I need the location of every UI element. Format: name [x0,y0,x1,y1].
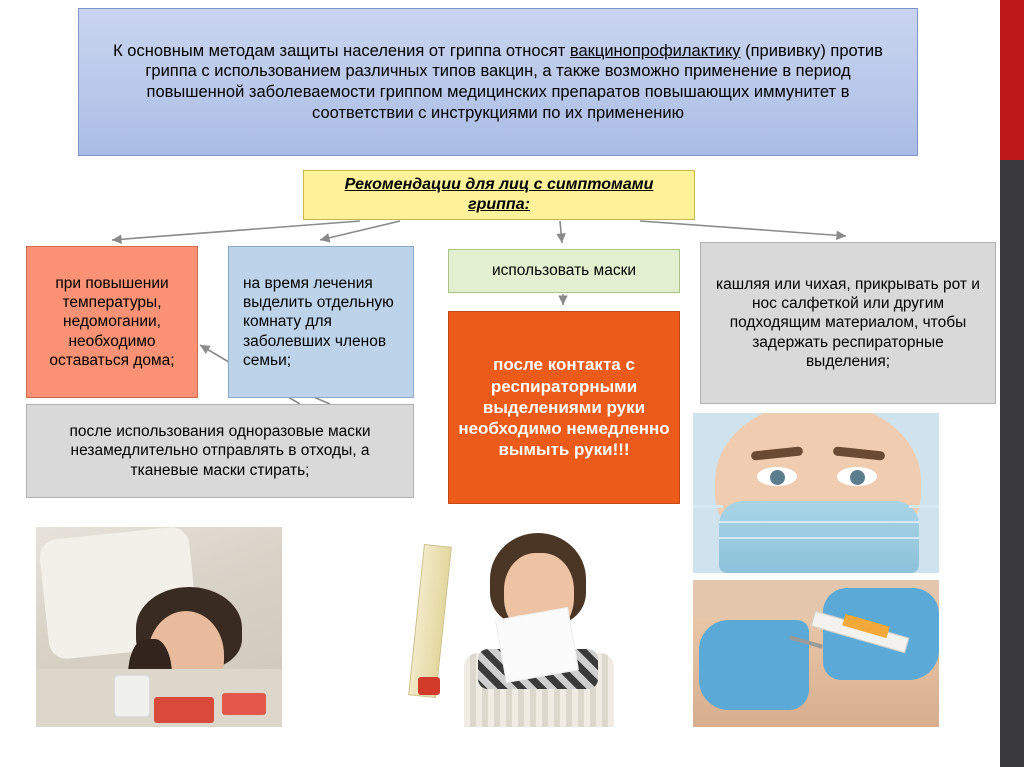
masked-woman-photo [693,413,939,573]
tissue-shape [495,607,579,683]
iris-left-shape [770,470,785,485]
mask-fold-1 [719,521,919,523]
right-accent-stripe [1000,0,1024,767]
mask-strap-right [909,505,939,508]
recommendation-box-stay-home: при повышении температуры, недомогании, необходимо оставаться дома; [26,246,198,398]
recommendation-box-separate-room: на время лечения выделить отдельную комнату для заболевших членов семьи; [228,246,414,398]
intro-text-underlined: вакцинопрофилактику [569,41,741,60]
stripe-segment-red [1000,0,1024,160]
medicine-bottle-shape [114,675,150,717]
thermometer-bulb [418,677,440,695]
stripe-segment-dark [1000,160,1024,767]
recommendation-box-use-masks: использовать маски [448,249,680,293]
intro-text-before: К основным методам защиты населения от гриппа относят [113,41,570,60]
intro-banner [78,8,918,156]
recommendation-box-cover-cough: кашляя или чихая, прикрывать рот и нос салфеткой или другим подходящим материалом, чтобы задержать респираторные выделения; [700,242,996,404]
mask-fold-2 [719,537,919,539]
sneezing-woman-photo [408,527,630,727]
pill-pack-shape-2 [222,693,266,715]
recommendations-header: Рекомендации для лиц с симптомами гриппа: [303,170,695,220]
iris-right-shape [850,470,865,485]
gloved-hand-left [699,620,809,710]
intro-text-after: (прививку) против гриппа с использованием различных типов вакцин, а также возможно применение в период повышенной заболеваемости гриппом медицинских препаратов повышающих иммунитет в соответствии с инструкциями по их применению [145,41,883,122]
recommendation-box-dispose-masks: после использования одноразовые маски незамедлительно отправлять в отходы, а тканевые маски стирать; [26,404,414,498]
woman-in-bed-photo [36,527,282,727]
mask-strap-left [693,505,723,508]
vaccination-photo [693,580,939,727]
recommendation-box-wash-hands: после контакта с респираторными выделениями руки необходимо немедленно вымыть руки!!! [448,311,680,504]
thermometer-icon [408,544,452,698]
pill-pack-shape [154,697,214,723]
